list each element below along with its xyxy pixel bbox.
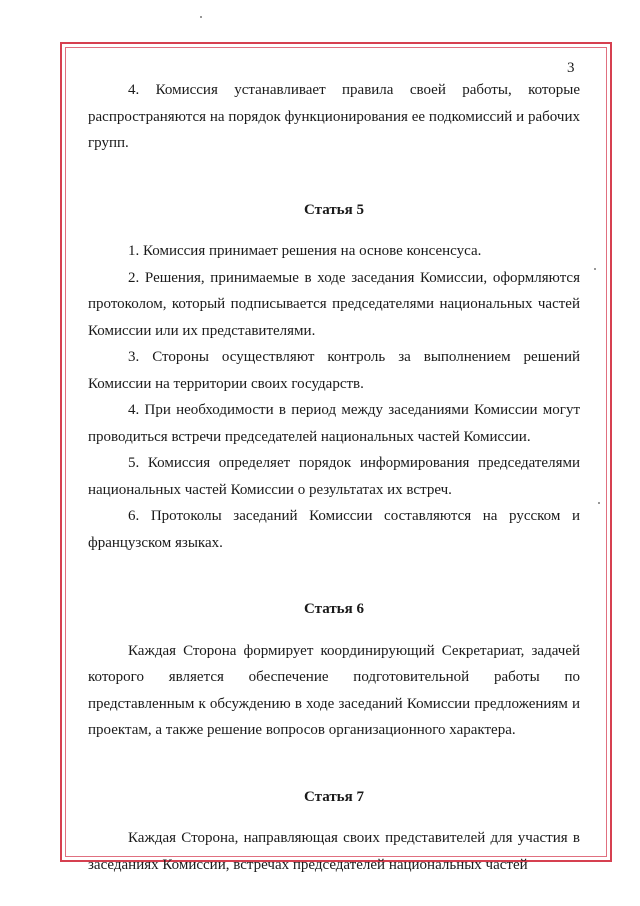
document-body bbox=[88, 77, 580, 878]
article-5-heading: Статья 5 bbox=[304, 201, 364, 218]
article-6-paragraph: Каждая Сторона формирует координирующий Секретариат, задачей которого является обеспечение подготовительной работы по представленным к обсуждению в ходе заседаний Комиссии предложениям и проектам, а также решение вопросов организационного характера. bbox=[88, 642, 580, 738]
article-5-item-1: 1. Комиссия принимает решения на основе консенсуса. bbox=[128, 243, 482, 259]
article-5-item-3: 3. Стороны осуществляют контроль за выполнением решений Комиссии на территории своих государств. bbox=[88, 349, 580, 392]
article-5-item-4: 4. При необходимости в период между заседаниями Комиссии могут проводиться встречи председателей национальных частей Комиссии. bbox=[88, 402, 580, 445]
article-5-item-5: 5. Комиссия определяет порядок информирования председателями национальных частей Комиссии о результатах их встреч. bbox=[88, 455, 580, 498]
scan-speck bbox=[598, 502, 600, 504]
article-5-item-6: 6. Протоколы заседаний Комиссии составляются на русском и французском языках. bbox=[88, 508, 580, 551]
page-number: 3 bbox=[567, 60, 575, 76]
scan-speck bbox=[200, 16, 202, 18]
article-7-paragraph: Каждая Сторона, направляющая своих представителей для участия в заседаниях Комиссии, встречах председателей национальных частей bbox=[88, 830, 580, 873]
paragraph-4-continued: 4. Комиссия устанавливает правила своей работы, которые распространяются на порядок функционирования ее подкомиссий и рабочих групп. bbox=[88, 82, 580, 151]
article-6-heading: Статья 6 bbox=[304, 601, 364, 617]
article-7-heading: Статья 7 bbox=[304, 788, 364, 805]
article-5-item-2: 2. Решения, принимаемые в ходе заседания Комиссии, оформляются протоколом, который подписывается председателями национальных частей Комиссии или их представителями. bbox=[88, 269, 580, 339]
scan-speck bbox=[594, 268, 596, 270]
